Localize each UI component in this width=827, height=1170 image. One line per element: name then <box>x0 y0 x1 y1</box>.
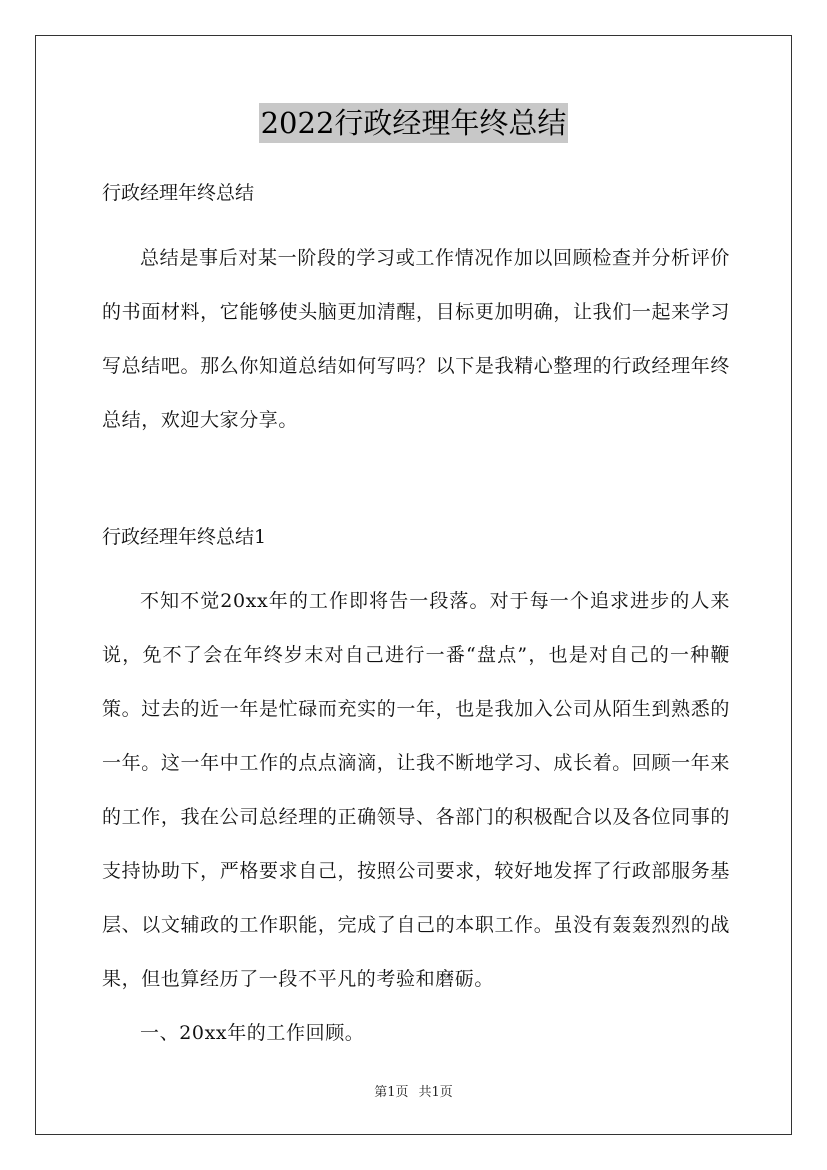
page-number: 第1页 <box>374 1085 409 1100</box>
page-footer <box>0 1084 827 1102</box>
section1-paragraph: 不知不觉20xx年的工作即将告一段落。对于每一个追求进步的人来说，免不了会在年终岁末对自己进行一番“盘点”，也是对自己的一种鞭策。过去的近一年是忙碌而充实的一年，也是我加入公司从陌生到熟悉的一年。这一年中工作的点点滴滴，让我不断地学习、成长着。回顾一年来的工作，我在公司总经理的正确领导、各部门的积极配合以及各位同事的支持协助下，严格要求自己，按照公司要求，较好地发挥了行政部服务基层、以文辅政的工作职能，完成了自己的本职工作。虽没有轰轰烈烈的战果，但也算经历了一段不平凡的考验和磨砺。 <box>102 590 730 990</box>
page-total: 共1页 <box>418 1085 453 1100</box>
section1-heading: 行政经理年终总结1 <box>102 526 267 548</box>
document-title <box>0 103 827 143</box>
document-body <box>102 175 730 1060</box>
intro-paragraph: 总结是事后对某一阶段的学习或工作情况作加以回顾检查并分析评价的书面材料，它能够使头脑更加清醒，目标更加明确，让我们一起来学习写总结吧。那么你知道总结如何写吗？以下是我精心整理的行政经理年终总结，欢迎大家分享。 <box>102 247 730 431</box>
intro-heading: 行政经理年终总结 <box>102 182 255 204</box>
subsection1-heading: 一、20xx年的工作回顾。 <box>140 1022 365 1044</box>
document-title-text: 2022行政经理年终总结 <box>259 103 569 143</box>
